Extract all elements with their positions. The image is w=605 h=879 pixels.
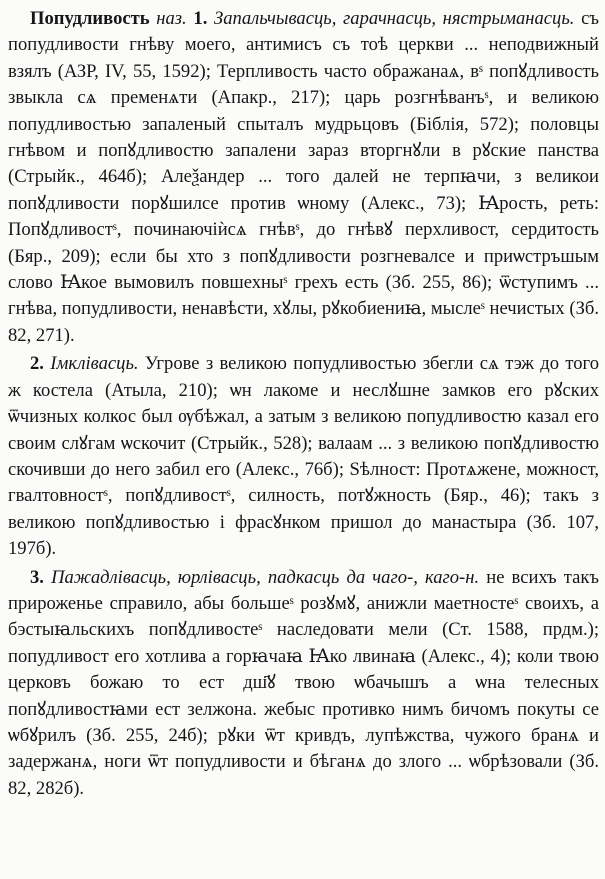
sense-gloss: Імклівасць. — [50, 353, 139, 375]
sense-3-paragraph — [8, 565, 599, 803]
sense-number: 1. — [193, 8, 208, 29]
sense-gloss: Пажадлівасць, юрлівасць, падкасць да чаго-, каго-н. — [51, 566, 480, 588]
sense-number: 2. — [30, 353, 44, 375]
headword: Попудливость — [30, 8, 150, 29]
sense-2-paragraph — [8, 351, 599, 562]
sense-1-paragraph — [8, 6, 599, 349]
sense-citations: съ попудливости гнѣву моего, антимисъ съ тоѣ церкви ... неподвижный взялъ (АЗР, IV, 55, 1592); Терпливость часто ображанаѧ, вˢ попꙋдливость звыкла сѧ пременѧти (Апакр., 217); царь розгнѣванъˢ, и великою попудливостью запаленый спыталъ мудрьцовъ (Біблія, 572); половцы гнѣвом и попꙋдливостю запалени зараз вторгнꙋли в рꙋские панства (Стрыйк., 464б); Алеѯандер ... того далей не терпꙗчи, з великои попꙋдливости порꙋшилсе против ѡному (Алекс., 73); Ꙗрость, реть: Попꙋдливостˢ, починаючіѝсѧ гнѣвˢ, до гнѣвꙋ перхливост, сердитость (Бяр., 209); если бы хто з попꙋдливости розгневалсе и приѡстръшым слово Ꙗкое вымовилъ повшехныˢ грехъ есть (Зб. 255, 86); ѿступимъ ... гнѣва, попудливости, ненавѣсти, хꙋлы, рꙋкобиениꙗ, мыслеˢ нечистых (Зб. 82, 271). — [8, 8, 599, 346]
sense-citations: Угрове з великою попудливостью збегли сѧ тэж до того ж костела (Атыла, 210); ѡн лакоме и неслꙋшне замков его рꙋских ѿчизных колкос был ѹбѣжал, а затым з великою попудливостю казал его своим слꙋгам ѡскочит (Стрыйк., 528); валаам ... з великою попꙋдливостю скочивши до него забил его (Алекс., 76б); Ѕѣлност: Протѧжене, можност, гвалтовностˢ, попꙋдливостˢ, силность, потꙋжность (Бяр., 46); такъ з великою попꙋдливостью і фрасꙋнком пришол до манастыра (Зб. 107, 197б). — [8, 353, 599, 560]
sense-gloss: Запальчывасць, гарачнасць, нястрыманасць. — [214, 8, 575, 29]
sense-citations: не всихъ такъ прироженье справило, абы большеˢ розꙋмꙋ, анижли маетностеˢ своихъ, а бэстыꙗльскихъ попꙋдливостеˢ наследовати мели (Ст. 1588, прдм.); попудливост его хотлива а горꙗчаꙗ Ꙗко лвинаꙗ (Алекс., 4); коли твою церковъ божаю то ест дш҃ꙋ твою ѡбачышъ а ѡна телесных попꙋдливостꙗми ест зелжона. жебыс противко нимъ бичомъ покуты се ѡбꙋрилъ (Зб. 255, 24б); рꙋки ѿт кривдъ, лупѣжства, чужого бранѧ и задержанѧ, ноги ѿт попудливости и бѣганѧ до злого ... ѡбрѣзовали (Зб. 82, 282б). — [8, 566, 600, 799]
sense-number: 3. — [30, 566, 44, 588]
grammar-label: наз. — [156, 8, 187, 29]
